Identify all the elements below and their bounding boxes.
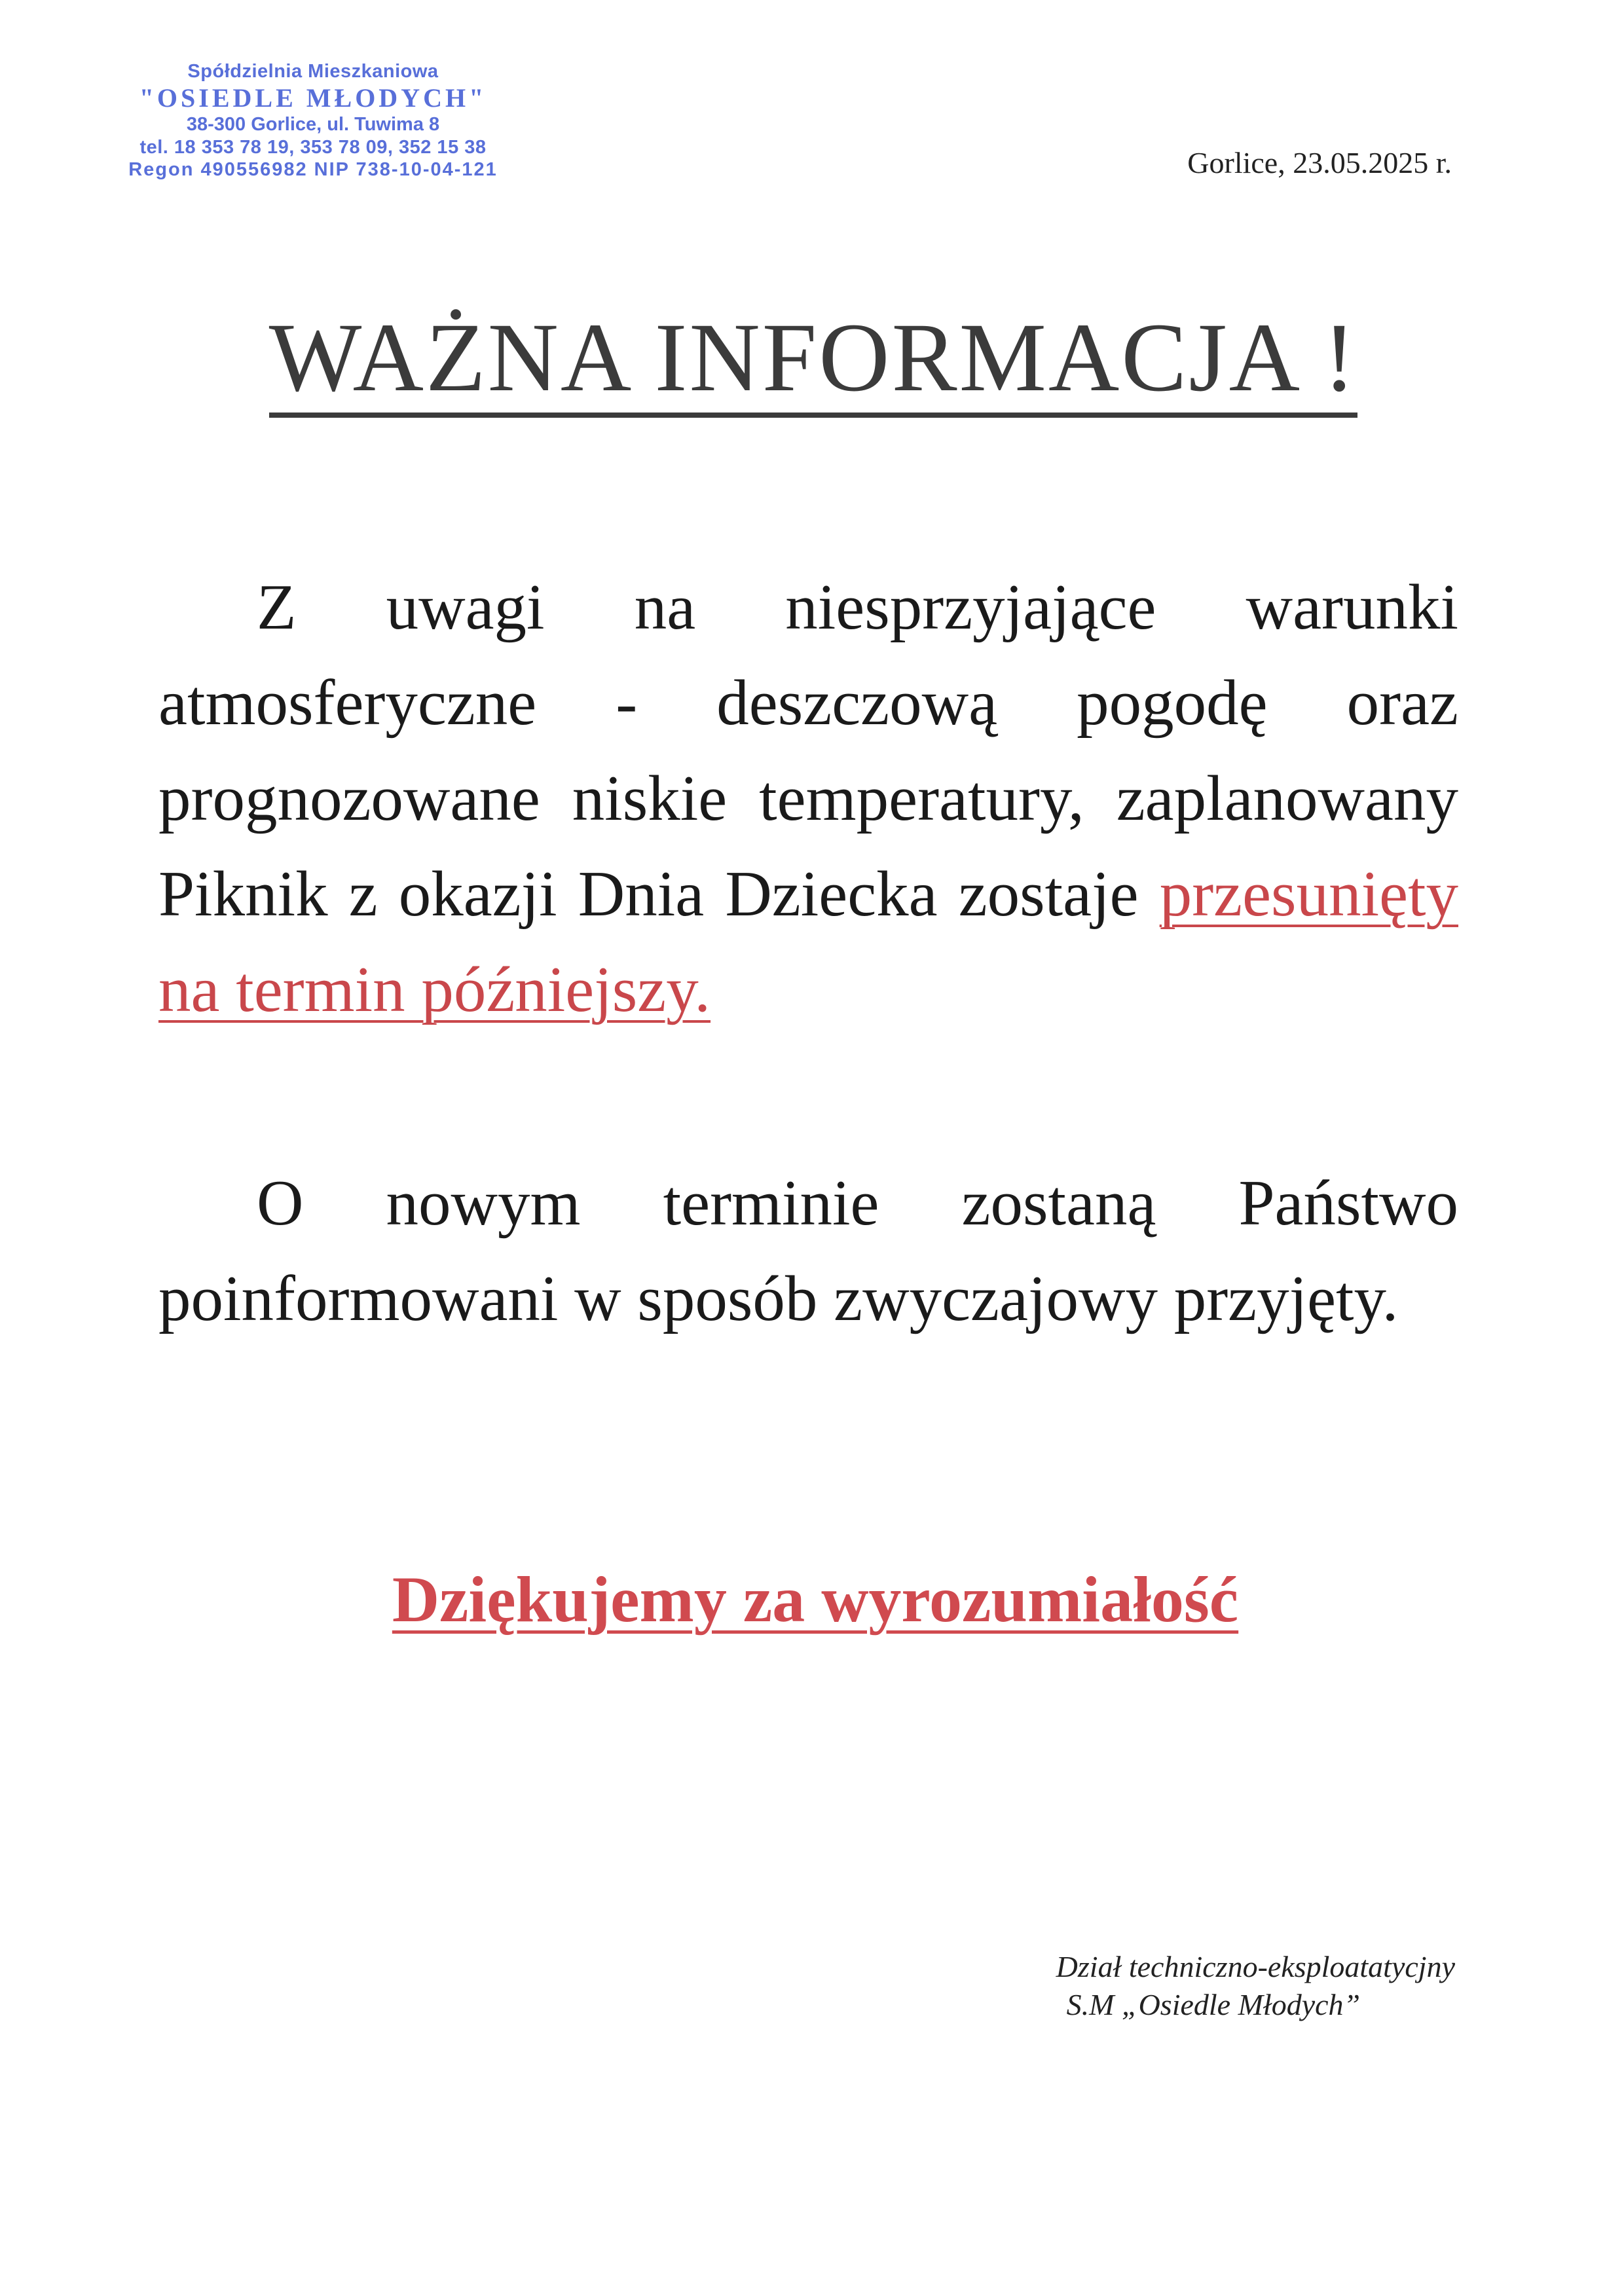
notification-paragraph — [158, 1156, 1458, 1347]
signature-block — [1056, 1948, 1455, 2024]
title-container — [172, 303, 1455, 418]
signature-department: Dział techniczno-eksploatatycjny — [1056, 1950, 1455, 1983]
page-title: WAŻNA INFORMACJA ! — [269, 306, 1357, 418]
organization-stamp — [90, 60, 536, 181]
stamp-address: 38-300 Gorlice, ul. Tuwima 8 — [186, 114, 440, 136]
stamp-registration: Regon 490556982 NIP 738-10-04-121 — [128, 158, 498, 180]
announcement-paragraph — [158, 560, 1458, 1038]
announcement-text: Z uwagi na niesprzyjające warunki atmosferyczne - deszczową pogodę oraz prognozowane niskie temperatury, zaplanowany Piknik z okazji Dnia Dziecka zostaje — [158, 572, 1458, 930]
signature-organization: S.M „Osiedle Młodych” — [1066, 1988, 1361, 2021]
thanks-container — [0, 1562, 1624, 1637]
stamp-organization-name: "OSIEDLE MŁODYCH" — [139, 83, 487, 113]
notification-text: O nowym terminie zostaną Państwo poinformowani w sposób zwyczajowy przyjęty. — [158, 1167, 1458, 1334]
document-date: Gorlice, 23.05.2025 r. — [1187, 146, 1452, 179]
thanks-message: Dziękujemy za wyrozumiałość — [392, 1563, 1239, 1636]
stamp-phone: tel. 18 353 78 19, 353 78 09, 352 15 38 — [139, 136, 487, 158]
postponement-highlight: przesunięty na termin późniejszy. — [158, 858, 1459, 1025]
stamp-organization-type: Spółdzielnia Mieszkaniowa — [187, 61, 439, 82]
